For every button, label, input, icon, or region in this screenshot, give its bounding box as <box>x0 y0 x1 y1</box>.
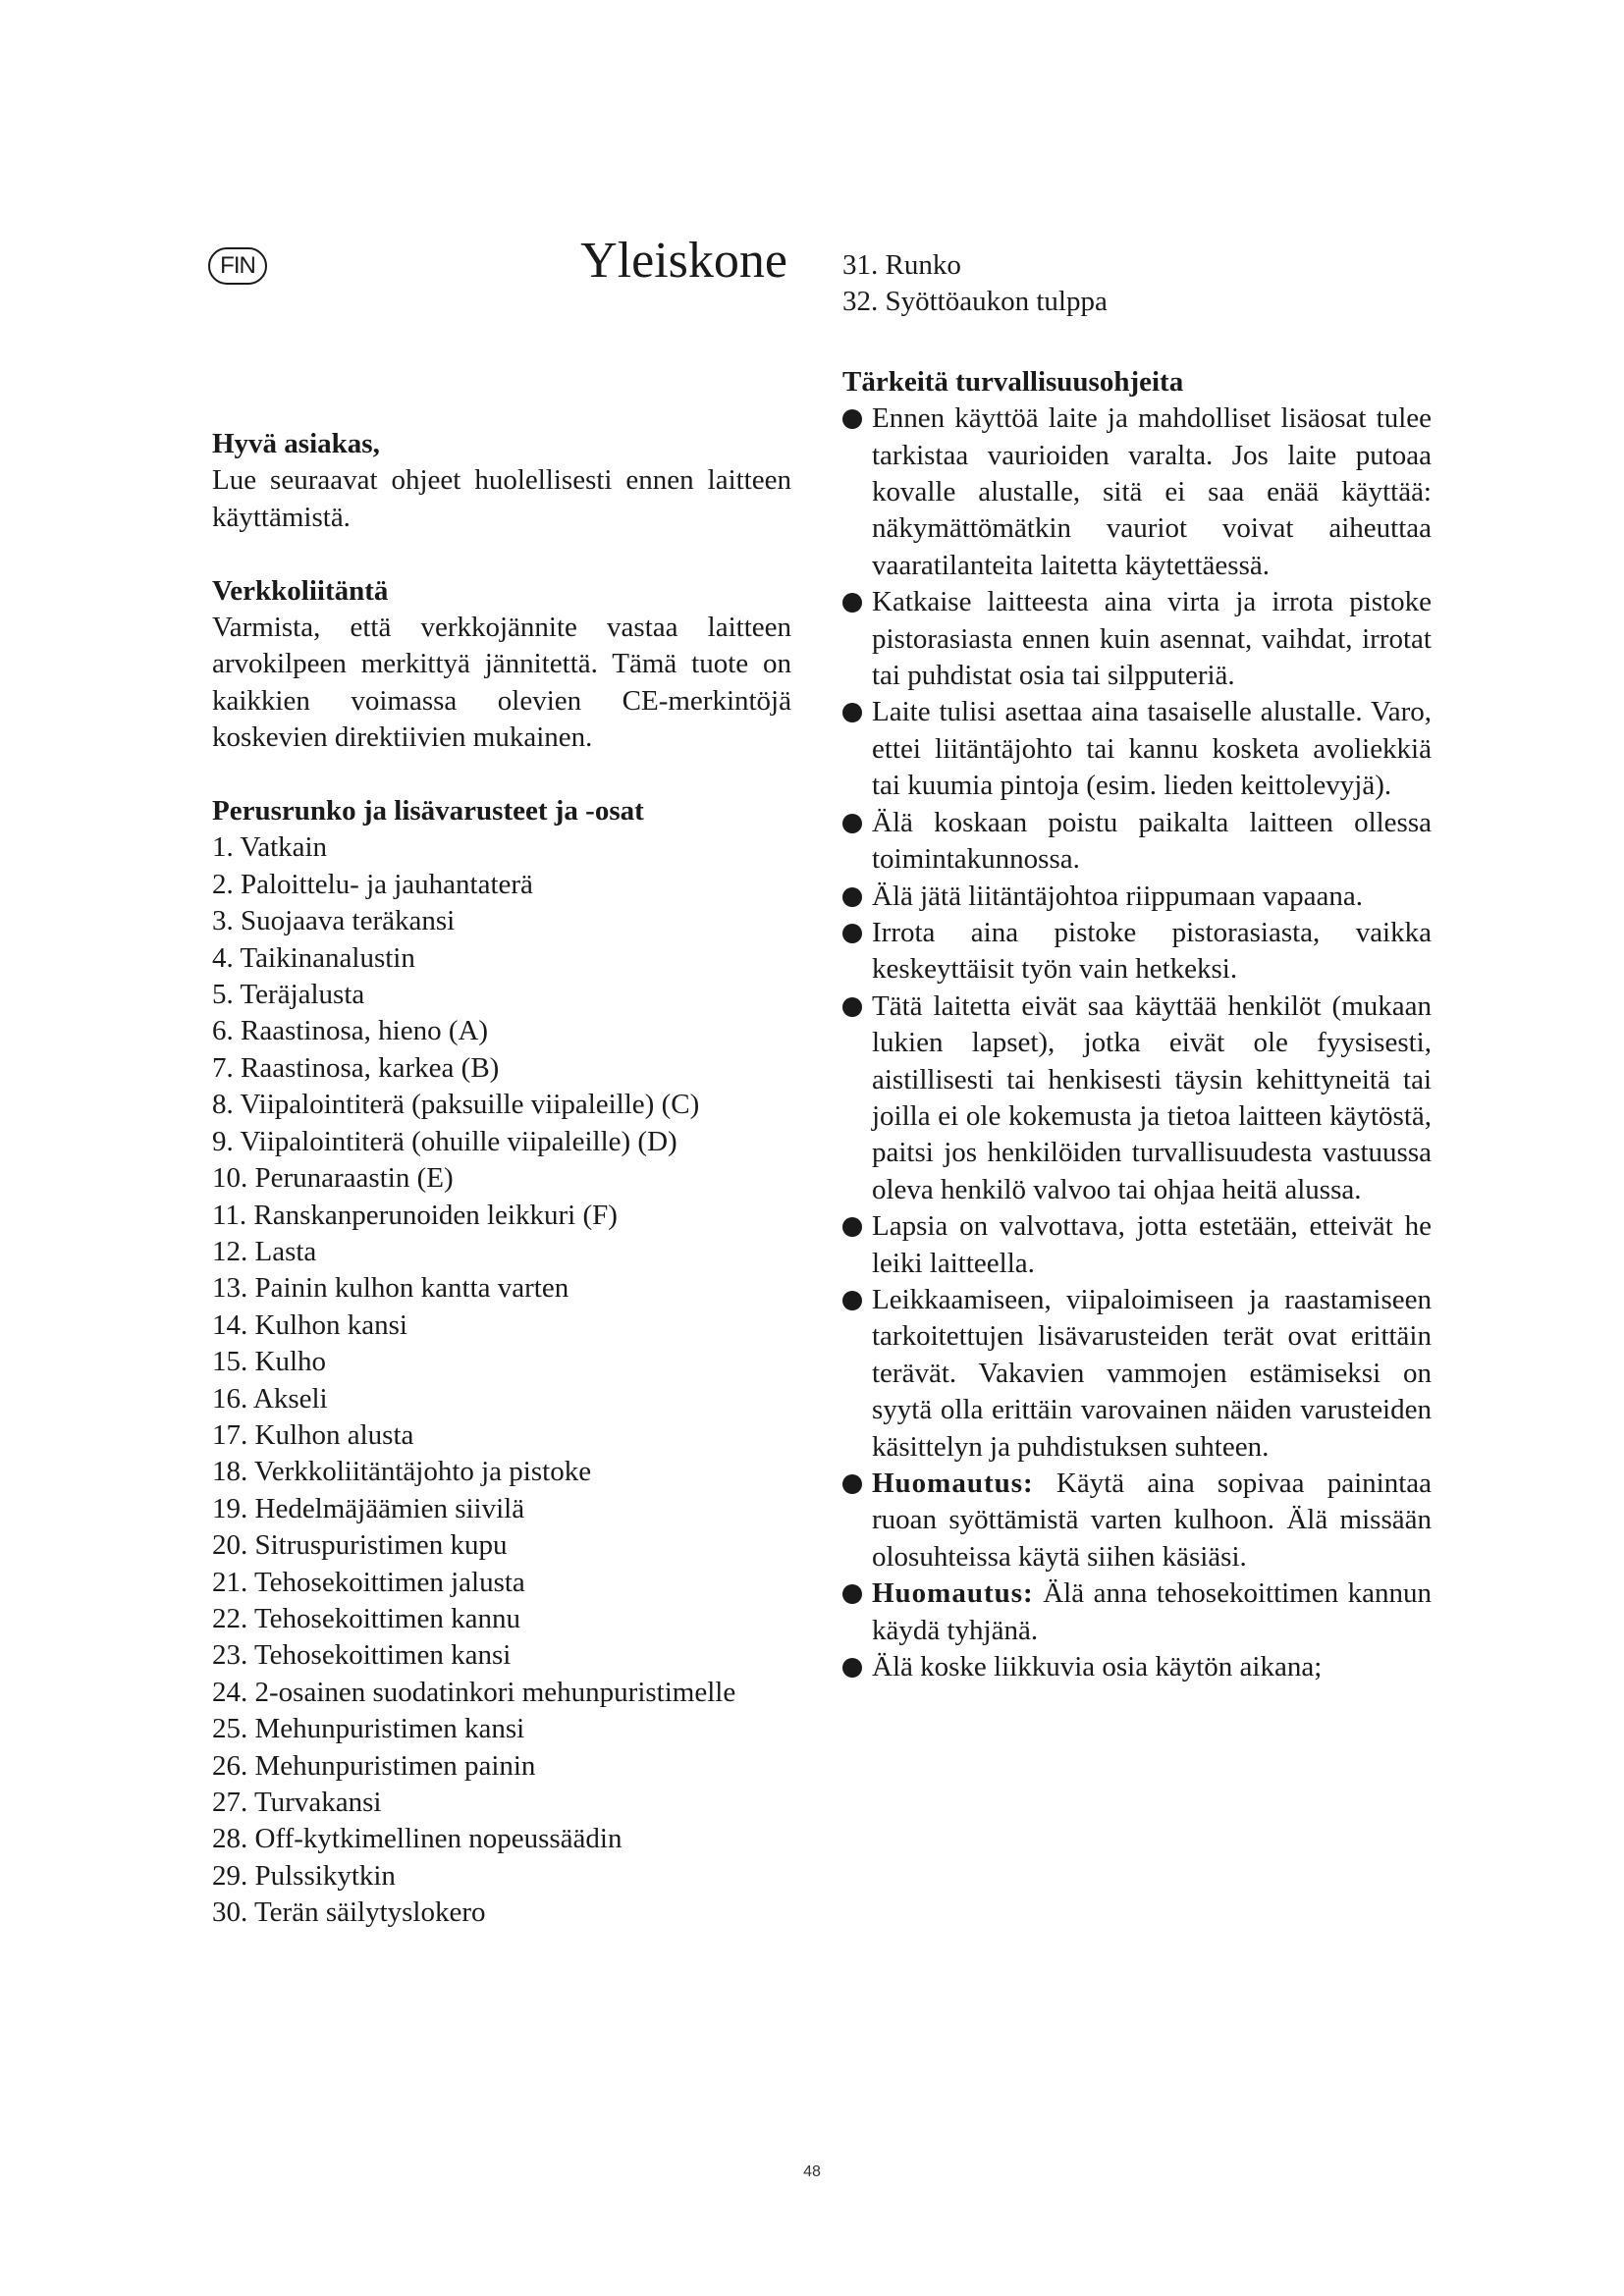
left-column <box>212 426 791 1932</box>
list-item: 14. Kulhon kansi <box>212 1308 407 1341</box>
bullet-icon <box>842 924 862 943</box>
list-item: 1. Vatkain <box>212 831 328 864</box>
safety-heading: Tärkeitä turvallisuusohjeita <box>842 365 1184 398</box>
list-item: 16. Akseli <box>212 1382 328 1415</box>
safety-item: Katkaise laitteesta aina virta ja irrota pistoke pistorasiasta ennen kuin asennat, vaihdat, irrotat tai puhdistat osia tai silpputeriä. <box>842 584 1432 694</box>
list-item: 23. Tehosekoittimen kansi <box>212 1639 512 1672</box>
bullet-icon <box>842 997 862 1017</box>
list-item: 17. Kulhon alusta <box>212 1418 414 1451</box>
greeting-text: Lue seuraavat ohjeet huolellisesti ennen laitteen käyttämistä. <box>212 464 791 533</box>
safety-item: Huomautus: Käytä aina sopivaa painintaa ruoan syöttämistä varten kulhoon. Älä missään olosuhteissa käytä siihen käsiäsi. <box>842 1466 1432 1575</box>
list-item: 11. Ranskanperunoiden leikkuri (F) <box>212 1199 618 1231</box>
list-item: 24. 2-osainen suodatinkori mehunpuristimelle <box>212 1676 736 1708</box>
list-item: 18. Verkkoliitäntäjohto ja pistoke <box>212 1456 592 1488</box>
list-item: 31. Runko <box>842 249 961 281</box>
bullet-icon <box>842 409 862 429</box>
safety-item: Irrota aina pistoke pistorasiasta, vaikka keskeyttäisit työn vain hetkeksi. <box>842 915 1432 988</box>
list-item: 21. Tehosekoittimen jalusta <box>212 1566 525 1598</box>
safety-item: Lapsia on valvottava, jotta estetään, etteivät he leiki laitteella. <box>842 1208 1432 1282</box>
list-item: 32. Syöttöaukon tulppa <box>842 286 1108 318</box>
list-item: 13. Painin kulhon kantta varten <box>212 1272 569 1305</box>
bullet-icon <box>842 1658 862 1678</box>
greeting-heading: Hyvä asiakas, <box>212 428 380 459</box>
list-item: 5. Teräjalusta <box>212 979 365 1011</box>
bullet-icon <box>842 814 862 833</box>
list-item: 28. Off-kytkimellinen nopeussäädin <box>212 1823 623 1855</box>
right-column <box>842 247 1432 1685</box>
list-item: 7. Raastinosa, karkea (B) <box>212 1051 500 1084</box>
list-item: 22. Tehosekoittimen kannu <box>212 1602 520 1634</box>
list-item: 30. Terän säilytyslokero <box>212 1896 486 1929</box>
safety-item: Leikkaamiseen, viipaloimiseen ja raastamiseen tarkoitettujen lisävarusteiden terät ovat erittäin terävät. Vakavien vammojen estämiseksi on syytä olla erittäin varovainen näiden varusteiden käsittelyn ja puhdistuksen suhteen. <box>842 1282 1432 1466</box>
safety-item: Älä koske liikkuvia osia käytön aikana; <box>842 1649 1432 1685</box>
list-item: 12. Lasta <box>212 1235 317 1267</box>
safety-item: Huomautus: Älä anna tehosekoittimen kannun käydä tyhjänä. <box>842 1575 1432 1649</box>
list-item: 3. Suojaava teräkansi <box>212 905 456 937</box>
list-item: 4. Taikinanalustin <box>212 941 415 974</box>
safety-item: Älä koskaan poistu paikalta laitteen ollessa toimintakunnossa. <box>842 805 1432 879</box>
page-title: Yleiskone <box>580 233 787 289</box>
network-text: Varmista, että verkkojännite vastaa laitteen arvokilpeen merkittyä jännitettä. Tämä tuote on kaikkien voimassa olevien CE-merkintöjä koskevien direktiivien mukainen. <box>212 612 791 754</box>
list-item: 9. Viipalointiterä (ohuille viipaleille) (D) <box>212 1125 677 1157</box>
safety-item: Tätä laitetta eivät saa käyttää henkilöt (mukaan lukien lapset), jotka eivät ole fyysisesti, aistillisesti tai henkisesti täysin kehittyneitä tai joilla ei ole kokemusta ja tietoa laitteen käytöstä, paitsi jos henkilöiden turvallisuudesta vastuussa oleva henkilö valvoo tai ohjaa heitä alussa. <box>842 988 1432 1208</box>
safety-item: Ennen käyttöä laite ja mahdolliset lisäosat tulee tarkistaa vaurioiden varalta. Jos laite putoaa kovalle alustalle, sitä ei saa enää käyttää: näkymättömätkin vauriot voivat aiheuttaa vaaratilanteita laitetta käytettäessä. <box>842 400 1432 584</box>
list-item: 25. Mehunpuristimen kansi <box>212 1713 525 1745</box>
bullet-icon <box>842 593 862 613</box>
parts-heading: Perusrunko ja lisävarusteet ja -osat <box>212 795 644 828</box>
list-item: 10. Perunaraastin (E) <box>212 1162 454 1195</box>
page-number: 48 <box>803 2163 821 2180</box>
safety-item: Laite tulisi asettaa aina tasaiselle alustalle. Varo, ettei liitäntäjohto tai kannu kosketa avoliekkiä tai kuumia pintoja (esim. lieden keittolevyjä). <box>842 694 1432 804</box>
bullet-icon <box>842 1474 862 1494</box>
list-item: 2. Paloittelu- ja jauhantaterä <box>212 868 533 900</box>
bullet-icon <box>842 1584 862 1604</box>
bullet-icon <box>842 703 862 722</box>
parts-list <box>212 829 791 1931</box>
bullet-icon <box>842 1217 862 1237</box>
list-item: 26. Mehunpuristimen painin <box>212 1749 536 1782</box>
network-heading: Verkkoliitäntä <box>212 574 389 607</box>
list-item: 27. Turvakansi <box>212 1787 382 1818</box>
bullet-icon <box>842 887 862 907</box>
list-item: 6. Raastinosa, hieno (A) <box>212 1015 489 1047</box>
bullet-icon <box>842 1291 862 1310</box>
list-item: 15. Kulho <box>212 1346 326 1378</box>
safety-item: Älä jätä liitäntäjohtoa riippumaan vapaana. <box>842 879 1432 915</box>
language-badge: FIN <box>208 247 267 285</box>
list-item: 8. Viipalointiterä (paksuille viipaleille) (C) <box>212 1089 700 1121</box>
safety-list <box>842 400 1432 1685</box>
parts-list-continued <box>842 247 1432 321</box>
list-item: 19. Hedelmäjäämien siivilä <box>212 1492 525 1524</box>
list-item: 20. Sitruspuristimen kupu <box>212 1529 508 1562</box>
list-item: 29. Pulssikytkin <box>212 1859 396 1892</box>
